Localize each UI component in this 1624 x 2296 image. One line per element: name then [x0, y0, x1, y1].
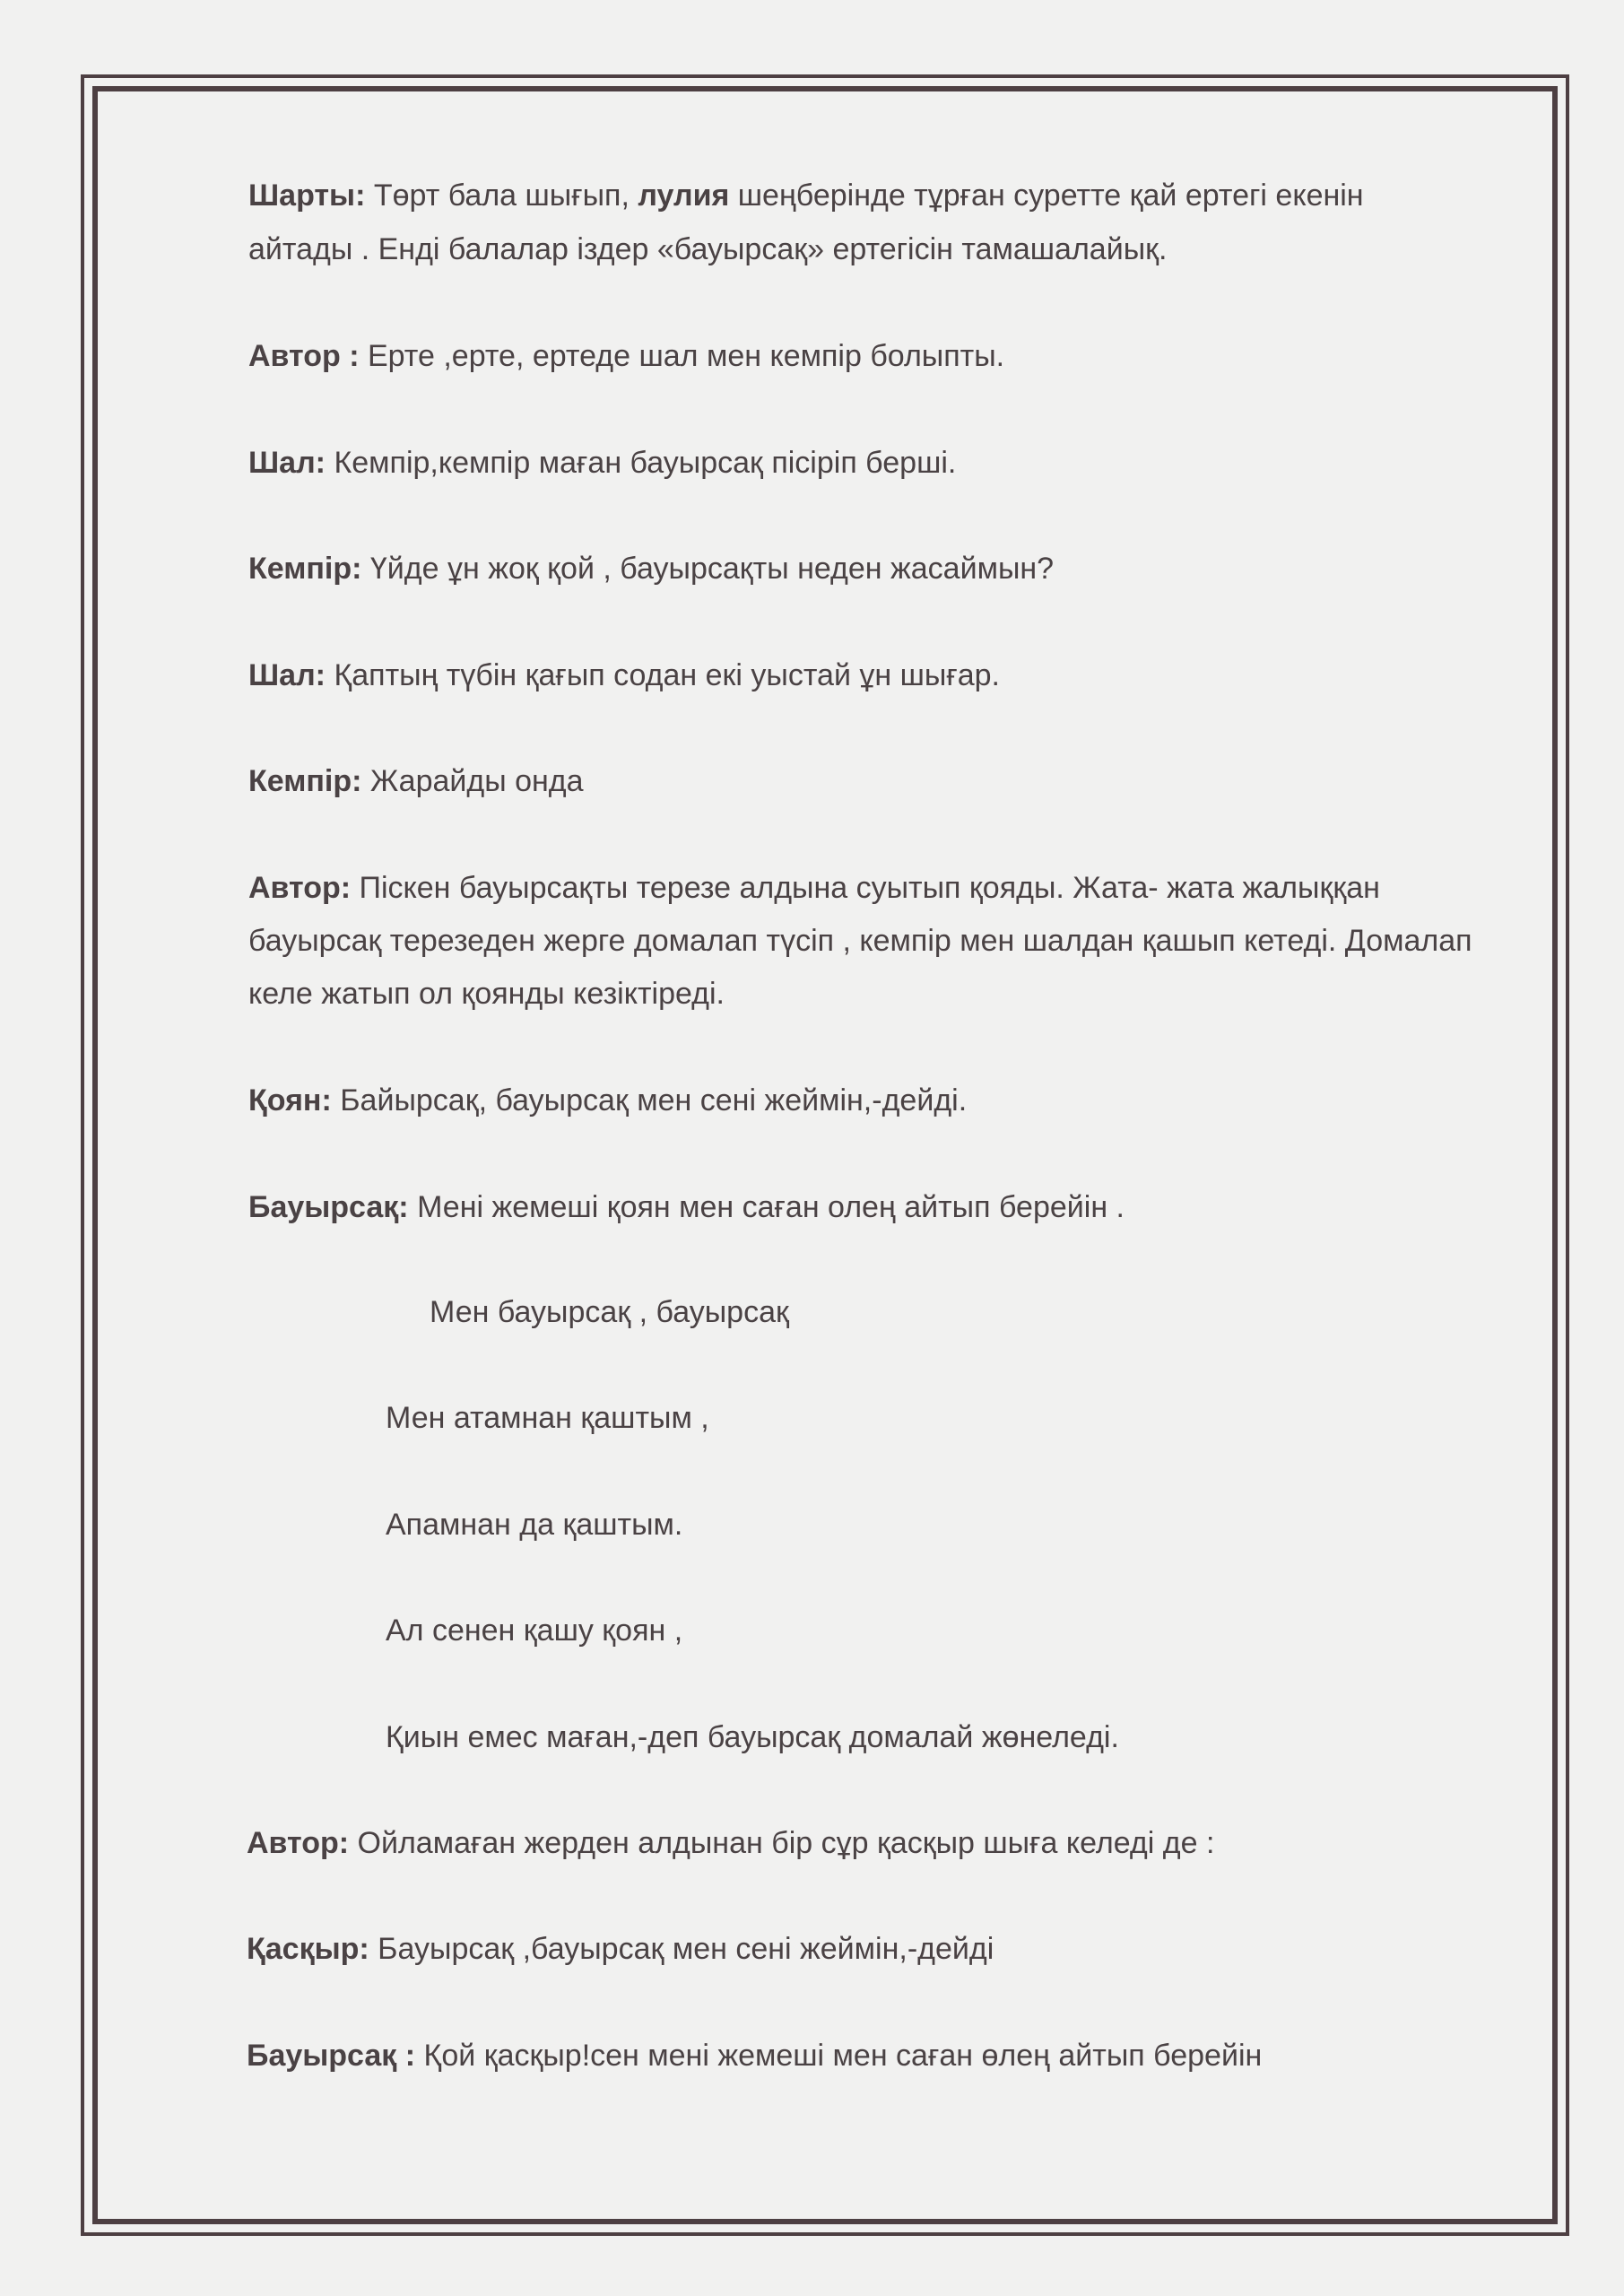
speaker-label: Шарты: — [248, 178, 366, 213]
page-border — [81, 74, 1569, 2236]
verse-line: Қиын емес маған,-деп бауырсақ домалай жөнеледі. — [386, 1720, 1119, 1754]
line-text: Бауырсақ ,бауырсақ мен сені жеймін,-дейді — [369, 1932, 994, 1966]
line-text: Ойламаған жерден алдынан бір сұр қасқыр шыға келеді де : — [349, 1826, 1215, 1860]
line-text: Піскен бауырсақты терезе алдына суытып қояды. Жата- жата жалыққан — [351, 871, 1380, 905]
dialogue-line-continued — [248, 976, 725, 1012]
dialogue-line — [247, 2038, 1262, 2074]
line-text: Ерте ,ерте, ертеде шал мен кемпір болыпты. — [359, 339, 1005, 373]
speaker-label: Автор: — [247, 1826, 350, 1860]
dialogue-line — [248, 551, 1054, 587]
speaker-label: Қоян: — [248, 1083, 332, 1118]
dialogue-line — [248, 657, 1000, 693]
dialogue-line — [248, 763, 584, 799]
dialogue-line — [248, 1083, 967, 1118]
speaker-label: Кемпір: — [248, 764, 362, 798]
dialogue-line — [248, 445, 956, 481]
line-text: айтады . Енді балалар іздер «бауырсақ» ертегісін тамашалайық. — [248, 232, 1168, 266]
line-text: Үйде ұн жоқ қой , бауырсақты неден жасаймын? — [361, 552, 1055, 586]
line-text: шеңберінде тұрған суретте қай ертегі екенін — [729, 178, 1364, 213]
speaker-label: Бауырсақ : — [247, 2039, 416, 2073]
dialogue-line — [247, 1931, 994, 1967]
dialogue-line-continued — [248, 923, 1472, 959]
bold-term: лулия — [638, 178, 730, 213]
dialogue-line — [248, 1189, 1125, 1225]
speaker-label: Қасқыр: — [247, 1932, 369, 1966]
speaker-label: Бауырсақ: — [248, 1190, 409, 1224]
speaker-label: Автор : — [248, 339, 360, 373]
conditions-line-2 — [248, 231, 1167, 267]
speaker-label: Автор: — [248, 871, 352, 905]
speaker-label: Кемпір: — [248, 552, 362, 586]
line-text: бауырсақ терезеден жерге домалап түсіп , кемпір мен шалдан қашып кетеді. Домалап — [248, 924, 1472, 958]
speaker-label: Шал: — [248, 446, 326, 480]
line-text: Қаптың түбін қағып содан екі уыстай ұн шығар. — [326, 658, 1000, 692]
line-text: Қой қасқыр!сен мені жемеші мен саған өлең айтып берейін — [415, 2039, 1263, 2073]
line-text: келе жатып ол қоянды кезіктіреді. — [248, 977, 725, 1011]
dialogue-line — [248, 870, 1380, 906]
verse-line: Мен бауырсақ , бауырсақ — [430, 1295, 789, 1329]
conditions-line-1 — [248, 178, 1364, 213]
verse-line: Мен атамнан қаштым , — [386, 1401, 709, 1435]
line-text: Байырсақ, бауырсақ мен сені жеймін,-дейді. — [331, 1083, 968, 1118]
line-text: Жарайды онда — [361, 764, 584, 798]
speaker-label: Шал: — [248, 658, 326, 692]
dialogue-line — [247, 1825, 1214, 1861]
line-text: Кемпір,кемпір маған бауырсақ пісіріп берші. — [326, 446, 957, 480]
dialogue-line — [248, 338, 1004, 374]
line-text: Төрт бала шығып, — [365, 178, 638, 213]
line-text: Мені жемеші қоян мен саған олең айтып берейін . — [408, 1190, 1125, 1224]
verse-line: Апамнан да қаштым. — [386, 1508, 683, 1542]
verse-line: Ал сенен қашу қоян , — [386, 1613, 683, 1648]
page-border-inner — [92, 86, 1558, 2224]
